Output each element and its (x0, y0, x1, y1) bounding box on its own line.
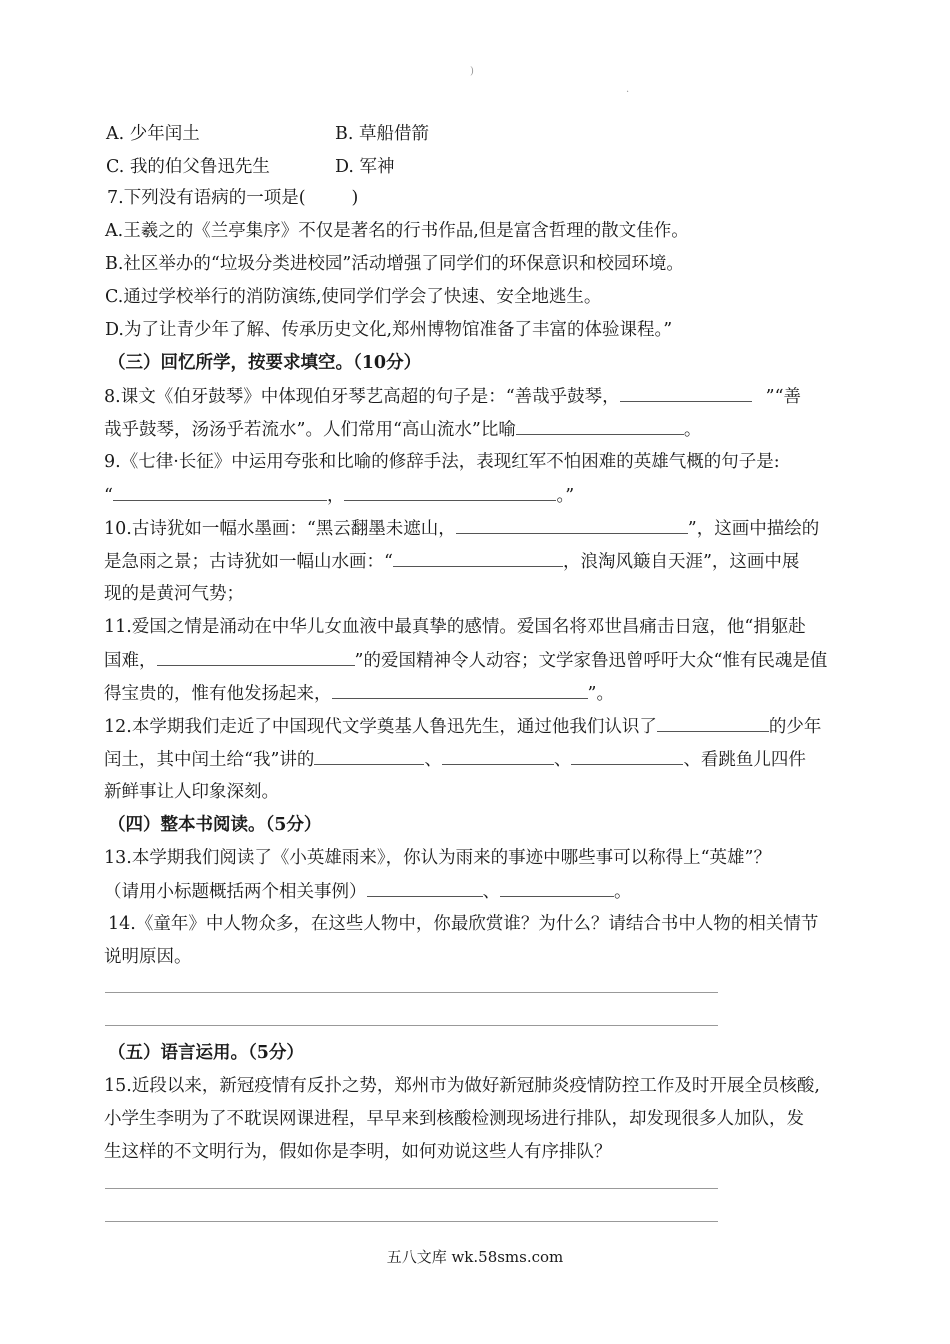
q8-blank-1[interactable] (620, 384, 752, 402)
q10-line-1: 10.古诗犹如一幅水墨画：“黑云翻墨未遮山， ”，这画中描绘的 (104, 516, 819, 541)
footer-watermark: 五八文库 wk.58sms.com (386, 1248, 564, 1266)
q12-line-2: 闰土，其中闰土给“我”讲的 、 、 、看跳鱼儿四件 (104, 747, 806, 772)
header-dot: . (626, 84, 630, 95)
q6-option-b: B. 草船借箭 (335, 124, 429, 144)
q6-option-c: C. 我的伯父鲁迅先生 (106, 157, 270, 177)
q15-line-1: 15.近段以来，新冠疫情有反扑之势，郑州市为做好新冠肺炎疫情防控工作及时开展全员核酸, (104, 1076, 820, 1096)
q12-blank-4[interactable] (571, 747, 683, 765)
q15-line-3: 生这样的不文明行为，假如你是李明，如何劝说这些人有序排队？ (104, 1142, 612, 1162)
q9-line-2: “ ， 。” (104, 483, 574, 508)
q7-option-a: A.王羲之的《兰亭集序》不仅是著名的行书作品,但是富含哲理的散文佳作。 (105, 221, 689, 241)
q11-blank-2[interactable] (332, 681, 588, 699)
q6-option-d: D. 军神 (335, 157, 395, 177)
q10-blank-1[interactable] (456, 516, 688, 534)
q15-answer-line-2[interactable] (105, 1221, 718, 1222)
q7-stem: 7.下列没有语病的一项是( ) (107, 188, 359, 208)
q15-answer-line-1[interactable] (105, 1188, 718, 1189)
section-5-title: （五）语言运用。（5分） (108, 1043, 304, 1063)
q13-line-1: 13.本学期我们阅读了《小英雄雨来》，你认为雨来的事迹中哪些事可以称得上“英雄”？ (104, 848, 771, 868)
q9-line-1: 9.《七律·长征》中运用夸张和比喻的修辞手法，表现红军不怕困难的英雄气概的句子是: (104, 452, 780, 472)
q12-blank-1[interactable] (657, 714, 769, 732)
q7-option-d: D.为了让青少年了解、传承历史文化,郑州博物馆准备了丰富的体验课程。” (105, 320, 673, 340)
q14-line-2: 说明原因。 (104, 947, 192, 967)
q11-line-3: 得宝贵的，惟有他发扬起来， ”。 (104, 681, 614, 706)
q12-blank-2[interactable] (314, 747, 424, 765)
q13-line-2: （请用小标题概括两个相关事例） 、 。 (104, 879, 632, 904)
q12-line-1: 12.本学期我们走近了中国现代文学奠基人鲁迅先生，通过他我们认识了 的少年 (104, 714, 821, 739)
q9-blank-1[interactable] (113, 483, 327, 501)
q14-line-1: 14.《童年》中人物众多，在这些人物中，你最欣赏谁？为什么？请结合书中人物的相关情节 (108, 914, 819, 934)
q8-line-2: 哉乎鼓琴，汤汤乎若流水”。人们常用“高山流水”比喻 。 (104, 417, 701, 442)
q7-option-b: B.社区举办的“垃圾分类进校园”活动增强了同学们的环保意识和校园环境。 (105, 254, 684, 274)
q14-answer-line-2[interactable] (105, 1025, 718, 1026)
q9-blank-2[interactable] (344, 483, 556, 501)
q15-line-2: 小学生李明为了不耽误网课进程，早早来到核酸检测现场进行排队，却发现很多人加队，发 (104, 1109, 804, 1129)
q11-blank-1[interactable] (157, 648, 355, 666)
section-3-title: （三）回忆所学，按要求填空。（10分） (108, 353, 422, 373)
section-4-title: （四）整本书阅读。（5分） (108, 815, 322, 835)
q14-answer-line-1[interactable] (105, 992, 718, 993)
q10-blank-2[interactable] (393, 549, 563, 567)
q7-option-c: C.通过学校举行的消防演练,使同学们学会了快速、安全地逃生。 (105, 287, 602, 307)
header-mark: ) (470, 66, 474, 77)
q13-blank-1[interactable] (367, 879, 483, 897)
q10-line-3: 现的是黄河气势； (104, 584, 244, 604)
q11-line-1: 11.爱国之情是涌动在中华儿女血液中最真挚的感情。爱国名将邓世昌痛击日寇，他“捐躯赴 (104, 617, 806, 637)
q8-blank-2[interactable] (516, 417, 684, 435)
q12-blank-3[interactable] (442, 747, 554, 765)
q6-option-a: A. 少年闰土 (106, 124, 200, 144)
q8-line-1: 8.课文《伯牙鼓琴》中体现伯牙琴艺高超的句子是：“善哉乎鼓琴， ”“善 (104, 384, 801, 409)
q13-blank-2[interactable] (500, 879, 614, 897)
q12-line-3: 新鲜事让人印象深刻。 (104, 782, 279, 802)
q11-line-2: 国难， ”的爱国精神令人动容；文学家鲁迅曾呼吁大众“惟有民魂是值 (104, 648, 827, 673)
q10-line-2: 是急雨之景；古诗犹如一幅山水画：“ ，浪淘风簸自天涯”，这画中展 (104, 549, 799, 574)
